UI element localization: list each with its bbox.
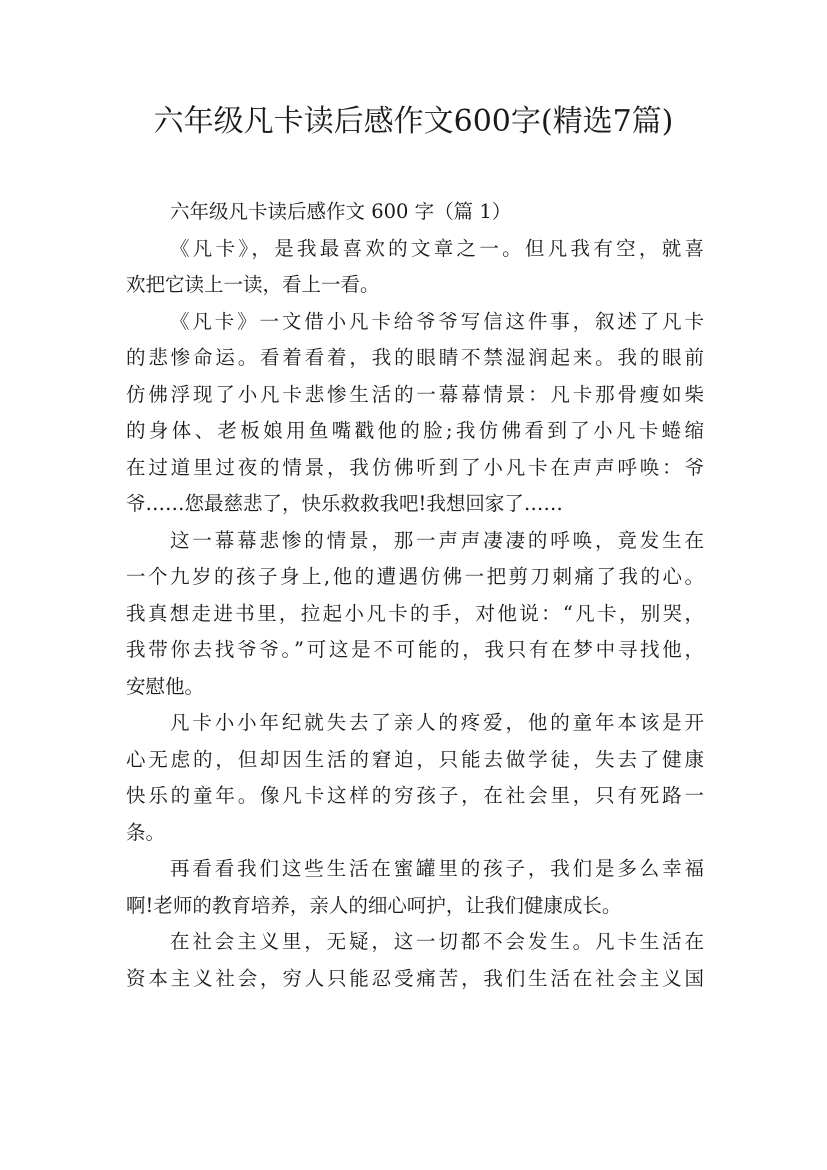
paragraph-line: 在过道里过夜的情景，我仿佛听到了小凡卡在声声呼唤：爷 <box>126 455 704 479</box>
paragraph-line: 《凡卡》，是我最喜欢的文章之一。但凡我有空，就喜 <box>170 236 704 260</box>
paragraph-line: 一个九岁的孩子身上,他的遭遇仿佛一把剪刀刺痛了我的心。 <box>126 565 704 588</box>
paragraph-line: 在社会主义里，无疑，这一切都不会发生。凡卡生活在 <box>170 930 704 953</box>
document-title: 六年级凡卡读后感作文600字(精选7篇) <box>153 104 674 139</box>
paragraph-line: 再看看我们这些生活在蜜罐里的孩子，我们是多么幸福 <box>170 857 704 880</box>
paragraph-line: 快乐的童年。像凡卡这样的穷孩子，在社会里，只有死路一 <box>126 784 704 807</box>
paragraph-line: 安慰他。 <box>126 674 205 698</box>
paragraph-line: 这一幕幕悲惨的情景，那一声声凄凄的呼唤，竟发生在 <box>170 528 704 552</box>
paragraph-line: 凡卡小小年纪就失去了亲人的疼爱，他的童年本该是开 <box>170 711 704 734</box>
paragraph-line: 欢把它读上一读，看上一看。 <box>126 273 380 296</box>
paragraph-line: 《凡卡》一文借小凡卡给爷爷写信这件事，叙述了凡卡 <box>170 309 704 333</box>
paragraph-line: 仿佛浮现了小凡卡悲惨生活的一幕幕情景：凡卡那骨瘦如柴 <box>126 382 704 406</box>
paragraph-line: 我带你去找爷爷。”可这是不可能的，我只有在梦中寻找他， <box>126 638 704 661</box>
paragraph-line: 资本主义社会，穷人只能忍受痛苦，我们生活在社会主义国 <box>126 966 704 990</box>
section-heading: 六年级凡卡读后感作文 600 字（篇 1） <box>170 200 512 223</box>
paragraph-line: 的身体、老板娘用鱼嘴戳他的脸;我仿佛看到了小凡卡蜷缩 <box>126 419 704 442</box>
paragraph-line: 我真想走进书里，拉起小凡卡的手，对他说：“凡卡，别哭， <box>126 601 704 625</box>
paragraph-line: 爷……您最慈悲了，快乐救救我吧!我想回家了…… <box>126 492 563 515</box>
paragraph-line: 条。 <box>126 820 166 844</box>
document-body <box>126 194 704 997</box>
paragraph-line: 心无虑的，但却因生活的窘迫，只能去做学徒，失去了健康 <box>126 747 704 771</box>
paragraph-line: 啊!老师的教育培养，亲人的细心呵护，让我们健康成长。 <box>126 893 622 917</box>
paragraph-line: 的悲惨命运。看着看着，我的眼睛不禁湿润起来。我的眼前 <box>126 346 704 369</box>
